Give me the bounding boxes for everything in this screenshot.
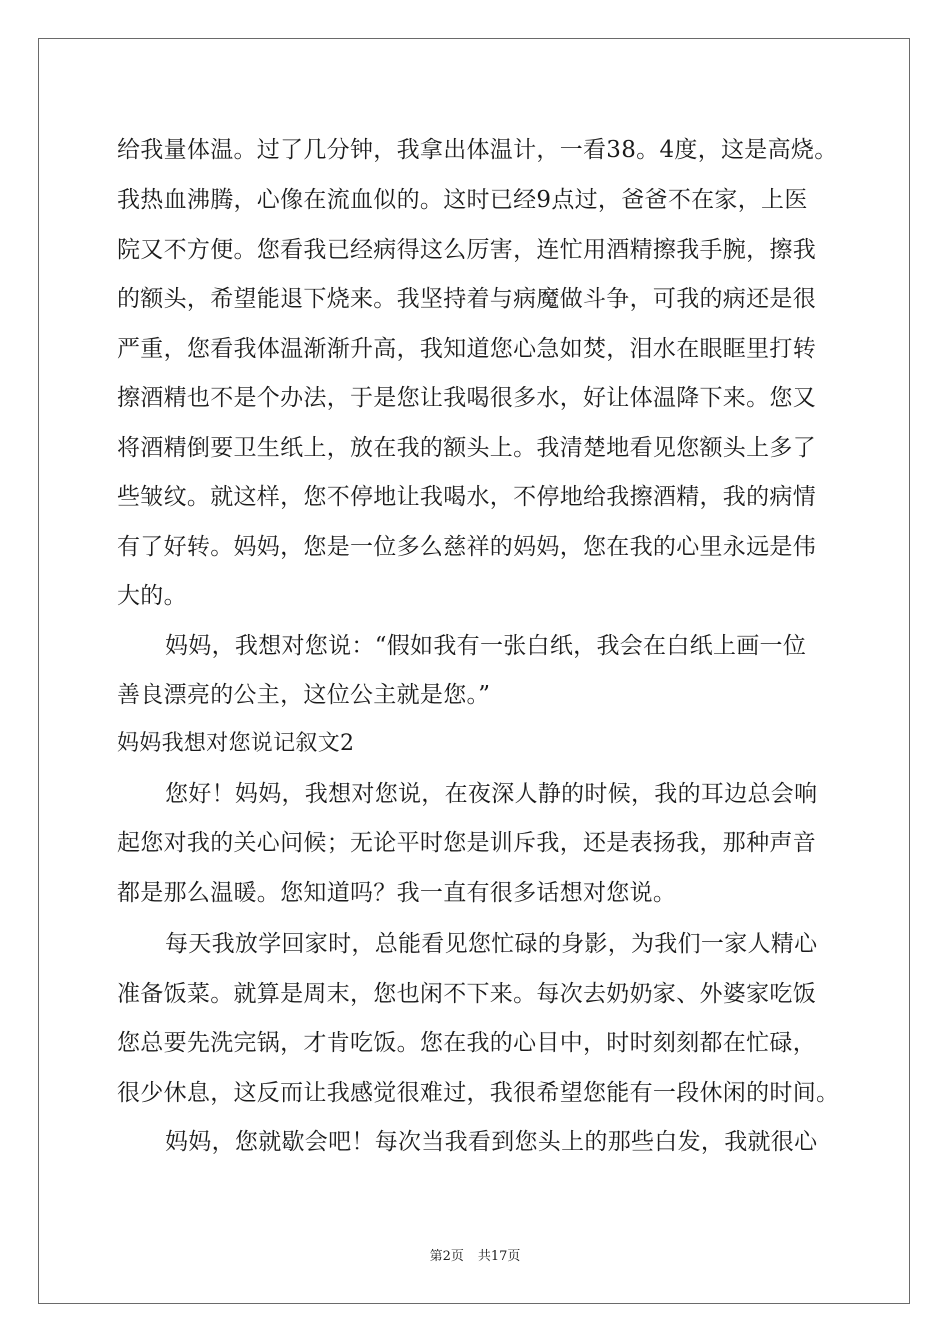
- paragraph-first-line: 您好！妈妈，我想对您说，在夜深人静的时候，我的耳边总会响: [165, 781, 818, 807]
- text-line: 准备饭菜。就算是周末，您也闲不下来。每次去奶奶家、外婆家吃饭: [117, 981, 816, 1007]
- text-line: 我热血沸腾，心像在流血似的。这时已经9点过，爸爸不在家，上医: [117, 187, 808, 213]
- text-line: 些皱纹。就这样，您不停地让我喝水，不停地给我擦酒精，我的病情: [117, 484, 816, 510]
- paragraph-first-line: 每天我放学回家时，总能看见您忙碌的身影，为我们一家人精心: [165, 931, 818, 957]
- page-total: 共17页: [477, 1249, 521, 1264]
- text-line: 起您对我的关心问候；无论平时您是训斥我，还是表扬我，那种声音: [117, 830, 816, 856]
- text-line: 大的。: [117, 583, 187, 609]
- text-line: 给我量体温。过了几分钟，我拿出体温计，一看38。4度，这是高烧。: [117, 137, 838, 163]
- page-footer: [0, 1248, 950, 1266]
- text-line: 有了好转。妈妈，您是一位多么慈祥的妈妈，您在我的心里永远是伟: [117, 534, 816, 560]
- text-line: 院又不方便。您看我已经病得这么厉害，连忙用酒精擦我手腕，擦我: [117, 237, 816, 263]
- text-line: 善良漂亮的公主，这位公主就是您。”: [117, 682, 491, 708]
- section-heading: 妈妈我想对您说记叙文2: [117, 731, 355, 756]
- text-line: 擦酒精也不是个办法，于是您让我喝很多水，好让体温降下来。您又: [117, 385, 816, 411]
- text-line: 都是那么温暖。您知道吗？我一直有很多话想对您说。: [117, 880, 677, 906]
- text-line: 将酒精倒要卫生纸上，放在我的额头上。我清楚地看见您额头上多了: [117, 435, 816, 461]
- text-line: 很少休息，这反而让我感觉很难过，我很希望您能有一段休闲的时间。: [117, 1080, 840, 1106]
- text-line: 您总要先洗完锅，才肯吃饭。您在我的心目中，时时刻刻都在忙碌，: [117, 1030, 816, 1056]
- paragraph-first-line: 妈妈，您就歇会吧！每次当我看到您头上的那些白发，我就很心: [165, 1129, 818, 1155]
- paragraph-first-line: 妈妈，我想对您说：“假如我有一张白纸，我会在白纸上画一位: [165, 633, 807, 659]
- text-line: 严重，您看我体温渐渐升高，我知道您心急如焚，泪水在眼眶里打转: [117, 336, 816, 362]
- page-border: [38, 38, 910, 1304]
- text-line: 的额头，希望能退下烧来。我坚持着与病魔做斗争，可我的病还是很: [117, 286, 816, 312]
- page-number: 第2页: [429, 1249, 464, 1264]
